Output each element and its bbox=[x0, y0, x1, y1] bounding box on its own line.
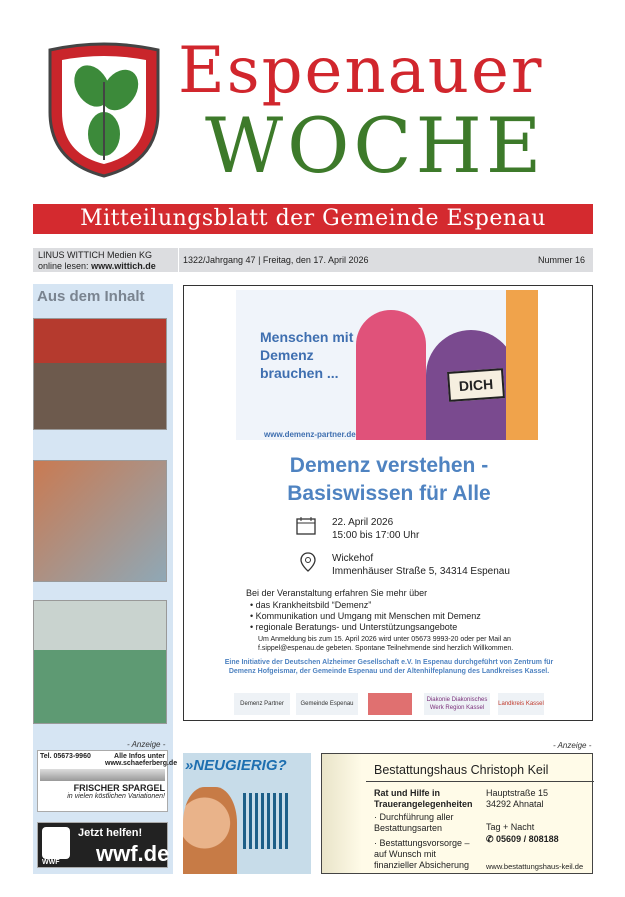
masthead-banner: Mitteilungsblatt der Gemeinde Espenau bbox=[33, 204, 593, 234]
street: Hauptstraße 15 bbox=[486, 788, 549, 798]
list-item: • Kommunikation und Umgang mit Menschen mit Demenz bbox=[250, 611, 481, 622]
event-datetime bbox=[332, 516, 419, 542]
zentrum-demenz-logo bbox=[368, 693, 412, 715]
event-date: 22. April 2026 bbox=[332, 517, 394, 528]
wwf-slogan: Jetzt helfen! bbox=[78, 827, 143, 839]
contents-heading: Aus dem Inhalt bbox=[37, 288, 145, 305]
services-list bbox=[374, 812, 480, 875]
spargel-info: Alle Infos unter www.schaeferberg.de bbox=[105, 753, 178, 767]
demenz-partner-website[interactable]: www.demenz-partner.de bbox=[264, 430, 356, 439]
issue-number: Nummer 16 bbox=[537, 255, 585, 265]
spargel-phone: Tel. 05673-9960 bbox=[40, 753, 91, 760]
publisher-info bbox=[38, 250, 156, 272]
list-item: · Bestattungsvorsorge – auf Wunsch mit finanzieller Absicherung bbox=[374, 838, 470, 870]
panda-icon bbox=[42, 827, 70, 859]
demenz-partner-logo: Demenz Partner bbox=[234, 693, 290, 715]
dich-sign: DICH bbox=[447, 368, 505, 402]
city: 34292 Ahnatal bbox=[486, 799, 544, 809]
illustration-headline: Menschen mit Demenz brauchen ... bbox=[260, 329, 354, 381]
info-divider bbox=[178, 248, 179, 272]
woman-photo bbox=[183, 787, 237, 874]
fire-department-photo[interactable] bbox=[33, 318, 167, 430]
online-prefix: online lesen: bbox=[38, 261, 89, 271]
bestattungshaus-website[interactable]: www.bestattungshaus-keil.de bbox=[486, 862, 584, 871]
wwf-ad[interactable] bbox=[37, 822, 168, 868]
issue-date: 1322/Jahrgang 47 | Freitag, den 17. April 2026 bbox=[183, 255, 369, 265]
spargel-ad[interactable] bbox=[37, 750, 178, 812]
ad-label-left: - Anzeige - bbox=[127, 740, 166, 749]
diakonie-logo: Diakonie Diakonisches Werk Region Kassel bbox=[424, 693, 490, 715]
ad-label-right: - Anzeige - bbox=[553, 741, 592, 750]
location-pin-icon bbox=[300, 552, 316, 572]
registration-note: Um Anmeldung bis zum 15. April 2026 wird unter 05673 9993-20 oder per Mail an f.sippel@espenau.de gebeten. Spontane Teilnehmende sind herzlich Willkommen. bbox=[258, 636, 514, 652]
event-location bbox=[332, 552, 510, 578]
masthead-title: Espenauer bbox=[178, 34, 544, 108]
person-figure bbox=[356, 310, 426, 440]
spargel-subtitle: in vielen köstlichen Variationen! bbox=[67, 793, 165, 800]
event-title-line1: Demenz verstehen - bbox=[289, 454, 489, 477]
table-tennis-photo[interactable] bbox=[33, 600, 167, 724]
online-line bbox=[38, 261, 156, 272]
bestattungshaus-address bbox=[486, 788, 548, 810]
list-item: • regionale Beratungs- und Unterstützungsangebote bbox=[250, 622, 481, 633]
dementia-illustration bbox=[236, 290, 538, 440]
wwf-logo-text: WWF bbox=[42, 859, 60, 866]
topic-list bbox=[250, 600, 481, 633]
event-venue: Wickehof bbox=[332, 553, 374, 564]
dementia-event-ad bbox=[183, 285, 593, 721]
espenau-coat-of-arms bbox=[40, 42, 168, 180]
event-time: 15:00 bis 17:00 Uhr bbox=[332, 530, 420, 541]
list-item: • das Krankheitsbild “Demenz” bbox=[250, 600, 481, 611]
issue-info-bar bbox=[33, 248, 593, 272]
landkreis-kassel-logo: Landkreis Kassel bbox=[498, 693, 544, 715]
availability: Tag + Nacht bbox=[486, 822, 535, 832]
list-item: · Durchführung aller Bestattungsarten bbox=[374, 812, 454, 833]
publisher-name: LINUS WITTICH Medien KG bbox=[38, 250, 153, 260]
event-title bbox=[184, 452, 594, 508]
spargel-title: FRISCHER SPARGEL bbox=[73, 783, 165, 793]
initiative-note: Eine Initiative der Deutschen Alzheimer Gesellschaft e.V. In Espenau durchgeführt von Zentrum für Demenz Hofgeismar, der Gemeinde Espenau und der Altenhilfeplanung des Landkreises Kassel. bbox=[224, 659, 554, 675]
bestattungshaus-ad[interactable] bbox=[321, 753, 593, 874]
neugierig-headline: »NEUGIERIG? bbox=[185, 757, 287, 774]
farmhouse-image bbox=[40, 769, 165, 781]
gemeinde-espenau-logo: Gemeinde Espenau bbox=[296, 693, 358, 715]
contents-sidebar bbox=[33, 284, 178, 874]
bestattungshaus-phone[interactable]: ✆ 05609 / 808188 bbox=[486, 834, 559, 844]
event-address: Immenhäuser Straße 5, 34314 Espenau bbox=[332, 566, 510, 577]
woman-figure bbox=[506, 290, 538, 440]
online-link[interactable]: www.wittich.de bbox=[91, 261, 156, 271]
neugierig-ad[interactable] bbox=[183, 753, 311, 874]
partner-logos bbox=[234, 693, 544, 715]
masthead-subtitle: WOCHE bbox=[205, 101, 546, 190]
qr-code-icon[interactable] bbox=[243, 793, 291, 849]
event-intro: Bei der Veranstaltung erfahren Sie mehr über bbox=[246, 588, 428, 598]
decorative-graphic bbox=[322, 754, 362, 873]
event-title-line2: Basiswissen für Alle bbox=[287, 482, 491, 505]
bestattungshaus-tagline: Rat und Hilfe in Trauerangelegenheiten bbox=[374, 788, 473, 809]
award-photo[interactable] bbox=[33, 460, 167, 582]
wwf-url: wwf.de bbox=[96, 841, 170, 866]
bestattungshaus-title: Bestattungshaus Christoph Keil bbox=[374, 763, 549, 777]
calendar-icon bbox=[296, 516, 316, 536]
divider bbox=[366, 781, 594, 782]
